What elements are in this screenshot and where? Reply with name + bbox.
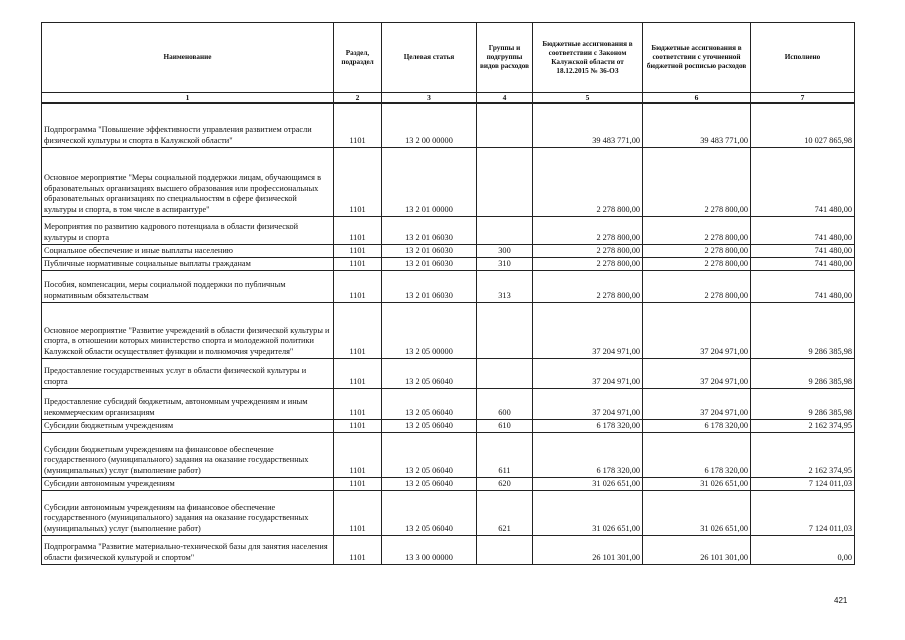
row-section: 1101 — [334, 419, 382, 432]
row-section: 1101 — [334, 477, 382, 490]
table-row — [42, 216, 855, 244]
row-refined: 26 101 301,00 — [643, 535, 751, 564]
row-executed: 741 480,00 — [751, 216, 855, 244]
row-refined: 6 178 320,00 — [643, 432, 751, 477]
row-executed: 9 286 385,98 — [751, 388, 855, 419]
row-law: 6 178 320,00 — [533, 432, 643, 477]
row-name: Субсидии бюджетным учреждениям — [42, 419, 334, 432]
page-number: 421 — [834, 596, 848, 605]
row-name: Основное мероприятие "Меры социальной поддержки лицам, обучающимся в образовательных организациях высшего образования или профессиональных образовательных организациях по специальностям в сфере физической культуры и спорта, в том числе в аспирантуре" — [42, 147, 334, 216]
row-name: Мероприятия по развитию кадрового потенциала в области физической культуры и спорта — [42, 216, 334, 244]
row-executed: 2 162 374,95 — [751, 432, 855, 477]
row-group: 621 — [477, 490, 533, 535]
header-groups: Группы и подгруппы видов расходов — [477, 23, 533, 93]
row-law: 2 278 800,00 — [533, 147, 643, 216]
row-law: 2 278 800,00 — [533, 216, 643, 244]
row-executed: 7 124 011,03 — [751, 477, 855, 490]
row-group: 310 — [477, 257, 533, 270]
row-group — [477, 147, 533, 216]
header-row — [42, 23, 855, 93]
row-name: Предоставление государственных услуг в области физической культуры и спорта — [42, 358, 334, 388]
row-target: 13 2 01 06030 — [382, 244, 477, 257]
row-refined: 6 178 320,00 — [643, 419, 751, 432]
table-row — [42, 103, 855, 147]
row-name: Публичные нормативные социальные выплаты гражданам — [42, 257, 334, 270]
header-name: Наименование — [42, 23, 334, 93]
table-row — [42, 358, 855, 388]
row-target: 13 2 01 00000 — [382, 147, 477, 216]
row-law: 2 278 800,00 — [533, 244, 643, 257]
header-executed: Исполнено — [751, 23, 855, 93]
row-group: 600 — [477, 388, 533, 419]
row-section: 1101 — [334, 302, 382, 358]
table-row — [42, 270, 855, 302]
row-name: Предоставление субсидий бюджетным, автономным учреждениям и иным некоммерческим организациям — [42, 388, 334, 419]
row-law: 2 278 800,00 — [533, 257, 643, 270]
row-section: 1101 — [334, 535, 382, 564]
row-executed: 741 480,00 — [751, 257, 855, 270]
row-section: 1101 — [334, 244, 382, 257]
row-section: 1101 — [334, 388, 382, 419]
row-name: Субсидии автономным учреждениям на финансовое обеспечение государственного (муниципального) задания на оказание государственных (муниципальных) услуг (выполнение работ) — [42, 490, 334, 535]
row-target: 13 2 05 06040 — [382, 477, 477, 490]
row-refined: 37 204 971,00 — [643, 358, 751, 388]
column-number: 5 — [533, 93, 643, 104]
row-law: 37 204 971,00 — [533, 358, 643, 388]
column-number: 7 — [751, 93, 855, 104]
row-law: 2 278 800,00 — [533, 270, 643, 302]
row-law: 37 204 971,00 — [533, 302, 643, 358]
row-group: 620 — [477, 477, 533, 490]
row-executed: 7 124 011,03 — [751, 490, 855, 535]
header-budget-refined: Бюджетные ассигнования в соответствии с уточненной бюджетной росписью расходов — [643, 23, 751, 93]
row-refined: 31 026 651,00 — [643, 477, 751, 490]
row-section: 1101 — [334, 358, 382, 388]
row-name: Подпрограмма "Развитие материально-технической базы для занятия населения области физической культурой и спортом" — [42, 535, 334, 564]
row-executed: 9 286 385,98 — [751, 358, 855, 388]
table-row — [42, 432, 855, 477]
table-row — [42, 477, 855, 490]
row-section: 1101 — [334, 432, 382, 477]
table-row — [42, 244, 855, 257]
table-row — [42, 302, 855, 358]
row-executed: 2 162 374,95 — [751, 419, 855, 432]
row-section: 1101 — [334, 103, 382, 147]
row-refined: 31 026 651,00 — [643, 490, 751, 535]
table-row — [42, 388, 855, 419]
row-executed: 10 027 865,98 — [751, 103, 855, 147]
row-section: 1101 — [334, 257, 382, 270]
row-executed: 0,00 — [751, 535, 855, 564]
table-row — [42, 419, 855, 432]
row-section: 1101 — [334, 216, 382, 244]
row-name: Пособия, компенсации, меры социальной поддержки по публичным нормативным обязательствам — [42, 270, 334, 302]
row-section: 1101 — [334, 270, 382, 302]
row-target: 13 2 01 06030 — [382, 216, 477, 244]
row-law: 6 178 320,00 — [533, 419, 643, 432]
row-target: 13 2 05 06040 — [382, 388, 477, 419]
row-refined: 2 278 800,00 — [643, 244, 751, 257]
row-section: 1101 — [334, 490, 382, 535]
row-target: 13 2 05 06040 — [382, 419, 477, 432]
row-target: 13 2 01 06030 — [382, 270, 477, 302]
row-name: Субсидии бюджетным учреждениям на финансовое обеспечение государственного (муниципального) задания на оказание государственных (муниципальных) услуг (выполнение работ) — [42, 432, 334, 477]
row-group: 611 — [477, 432, 533, 477]
budget-table — [41, 22, 855, 565]
table-row — [42, 147, 855, 216]
row-law: 31 026 651,00 — [533, 490, 643, 535]
row-target: 13 2 05 00000 — [382, 302, 477, 358]
row-executed: 741 480,00 — [751, 270, 855, 302]
row-refined: 2 278 800,00 — [643, 257, 751, 270]
row-refined: 37 204 971,00 — [643, 388, 751, 419]
column-number: 3 — [382, 93, 477, 104]
row-group: 300 — [477, 244, 533, 257]
table-row — [42, 535, 855, 564]
row-name: Подпрограмма "Повышение эффективности управления развитием отрасли физической культуры и спорта в Калужской области" — [42, 103, 334, 147]
row-executed: 741 480,00 — [751, 147, 855, 216]
column-number: 2 — [334, 93, 382, 104]
row-law: 39 483 771,00 — [533, 103, 643, 147]
row-group — [477, 535, 533, 564]
header-budget-law: Бюджетные ассигнования в соответствии с Законом Калужской области от 18.12.2015 № 36-ОЗ — [533, 23, 643, 93]
row-target: 13 2 00 00000 — [382, 103, 477, 147]
row-law: 26 101 301,00 — [533, 535, 643, 564]
header-section: Раздел, подраздел — [334, 23, 382, 93]
row-section: 1101 — [334, 147, 382, 216]
row-executed: 741 480,00 — [751, 244, 855, 257]
header-target: Целевая статья — [382, 23, 477, 93]
table-row — [42, 490, 855, 535]
row-refined: 39 483 771,00 — [643, 103, 751, 147]
row-law: 37 204 971,00 — [533, 388, 643, 419]
row-refined: 37 204 971,00 — [643, 302, 751, 358]
row-target: 13 2 05 06040 — [382, 432, 477, 477]
row-target: 13 2 05 06040 — [382, 358, 477, 388]
row-group — [477, 302, 533, 358]
row-name: Основное мероприятие "Развитие учреждений в области физической культуры и спорта, в отношении которых министерство спорта и молодежной политики Калужской области осуществляет функции и полномочия учредителя" — [42, 302, 334, 358]
row-name: Социальное обеспечение и иные выплаты населению — [42, 244, 334, 257]
row-executed: 9 286 385,98 — [751, 302, 855, 358]
column-number: 4 — [477, 93, 533, 104]
row-law: 31 026 651,00 — [533, 477, 643, 490]
row-name: Субсидии автономным учреждениям — [42, 477, 334, 490]
column-number: 1 — [42, 93, 334, 104]
row-target: 13 2 05 06040 — [382, 490, 477, 535]
row-group: 313 — [477, 270, 533, 302]
row-target: 13 3 00 00000 — [382, 535, 477, 564]
row-group — [477, 358, 533, 388]
row-group — [477, 216, 533, 244]
column-number: 6 — [643, 93, 751, 104]
row-refined: 2 278 800,00 — [643, 216, 751, 244]
row-target: 13 2 01 06030 — [382, 257, 477, 270]
column-number-row — [42, 93, 855, 104]
table-row — [42, 257, 855, 270]
row-refined: 2 278 800,00 — [643, 147, 751, 216]
row-group: 610 — [477, 419, 533, 432]
row-group — [477, 103, 533, 147]
row-refined: 2 278 800,00 — [643, 270, 751, 302]
